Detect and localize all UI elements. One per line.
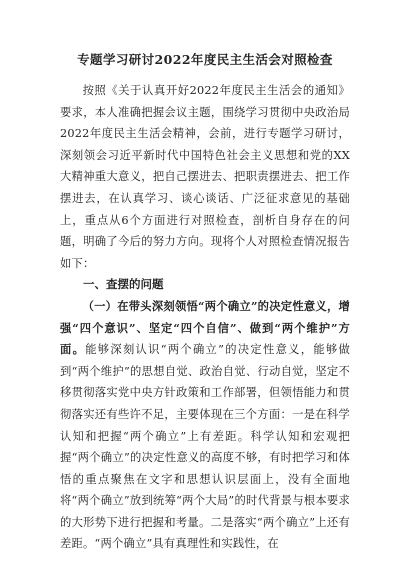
subsection-1-heading: （一）在带头深刻领悟“两个确立”的决定性意义，增强“四个意识”、坚定“四个自信”、做到“两个维护”方面。	[60, 298, 350, 357]
section-heading-problems: 一、查摆的问题	[83, 277, 164, 292]
subsection-1-body: 能够深刻认识“两个确立”的决定性意义，能够做到“两个维护”的思想自觉、政治自觉、行动自觉，坚定不移贯彻落实党中央方针政策和工作部署，但领悟能力和贯彻落实还有些许不足，主要体现在三个方面：一是在科学认知和把握“两个确立”上有差距。科学认知和宏观把握“两个确立”的决定性意义的高度不够，有时把学习和体悟的重点聚焦在文字和思想认识层面上，没有全面地将“两个确立”放到统筹“两个大局”的时代背景与根本要求的大形势下进行把握和考量。二是落实“两个确立”上还有差距。“两个确立”具有真理性和实践性，在	[60, 343, 351, 551]
intro-paragraph: 按照《关于认真开好2022年度民主生活会的通知》要求，本人准确把握会议主题，围绕学习贯彻中央政治局2022年度民主生活会精神，会前，进行专题学习研讨，深刻领会习近平新时代中国特色社会主义思想和党的XX大精神重大意义，把自己摆进去、把职责摆进去、把工作摆进去，在认真学习、谈心谈话、广泛征求意见的基础上，重点从6个方面进行对照检查，剖析自身存在的问题，明确了今后的努力方向。现将个人对照检查情况报告如下：	[60, 84, 350, 270]
document-title: 专题学习研讨2022年度民主生活会对照检查	[77, 52, 333, 67]
subsection-1-paragraph	[60, 296, 350, 555]
